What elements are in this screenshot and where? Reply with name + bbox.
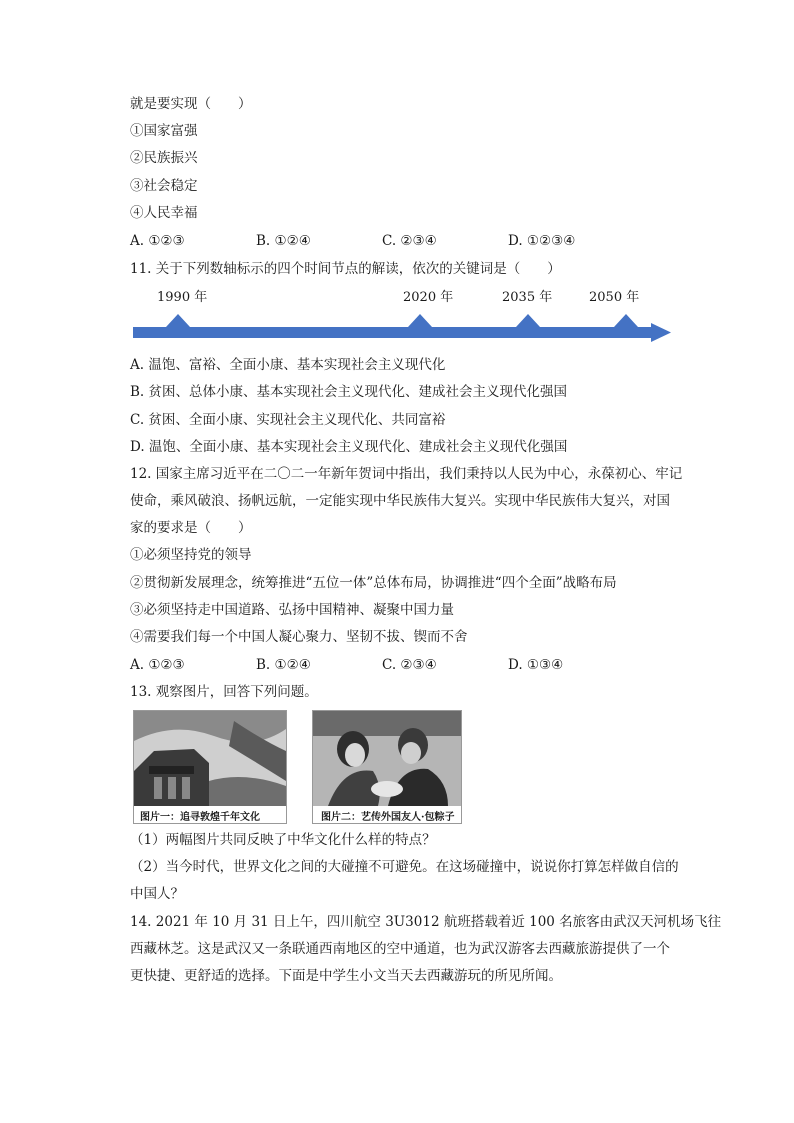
timeline-label-1990: 1990 年 [157,290,208,305]
photo-dunhuang-image [134,711,286,823]
choice-item-3: ③社会稳定 [130,178,198,194]
timeline-label-2050: 2050 年 [589,290,640,305]
photo-dunhuang-caption: 图片一：追寻敦煌千年文化 [140,812,260,823]
question-14-stem-line3: 更快捷、更舒适的选择。下面是中学生小文当天去西藏游玩的所见所闻。 [130,968,562,984]
timeline-marker-1990 [166,314,190,327]
question-11-stem: 11. 关于下列数轴标示的四个时间节点的解读，依次的关键词是（ ） [130,261,561,277]
q11-option-b: B. 贫困、总体小康、基本实现社会主义现代化、建成社会主义现代化强国 [130,384,568,400]
timeline-marker-2020 [408,314,432,327]
q12-option-a: A. ①②③ [130,657,185,673]
timeline-arrowhead [651,323,671,342]
q12-item-4: ④需要我们每一个中国人凝心聚力、坚韧不拔、锲而不舍 [130,629,468,645]
photo-zongzi-image [313,711,461,823]
question-12-stem-line2: 使命，乘风破浪、扬帆远航，一定能实现中华民族伟大复兴。实现中华民族伟大复兴，对国 [130,493,670,509]
q10-option-c: C. ②③④ [382,233,437,249]
q12-option-d: D. ①③④ [508,657,564,673]
question-13-stem: 13. 观察图片，回答下列问题。 [130,684,318,700]
q13-subquestion-2-line1: （2）当今时代，世界文化之间的大碰撞不可避免。在这场碰撞中，说说你打算怎样做自信的 [130,859,679,875]
timeline-bar [133,327,653,338]
choice-item-1: ①国家富强 [130,123,198,139]
q12-item-2: ②贯彻新发展理念，统筹推进“五位一体”总体布局，协调推进“四个全面”战略布局 [130,575,617,591]
q10-option-d: D. ①②③④ [508,233,576,249]
choice-item-2: ②民族振兴 [130,150,198,166]
timeline-graphic [133,286,678,346]
timeline-label-2035: 2035 年 [502,290,553,305]
q11-option-c: C. 贫困、全面小康、实现社会主义现代化、共同富裕 [130,412,446,428]
choice-item-4: ④人民幸福 [130,205,198,221]
photo-zongzi [312,710,462,824]
photo-dunhuang [133,710,287,824]
question-10-stem-end: 就是要实现（ ） [130,96,252,112]
q10-option-a: A. ①②③ [130,233,185,249]
q12-item-3: ③必须坚持走中国道路、弘扬中国精神、凝聚中国力量 [130,602,454,618]
photo-zongzi-caption: 图片二：艺传外国友人·包粽子 [321,812,455,823]
q10-option-b: B. ①②④ [256,233,311,249]
question-14-stem-line1: 14. 2021 年 10 月 31 日上午，四川航空 3U3012 航班搭载着近 100 名旅客由武汉天河机场飞往 [130,914,722,930]
q11-option-a: A. 温饱、富裕、全面小康、基本实现社会主义现代化 [130,357,446,373]
timeline-marker-2035 [516,314,540,327]
timeline-label-2020: 2020 年 [403,290,454,305]
q13-subquestion-2-line2: 中国人？ [130,886,184,902]
question-12-stem-line1: 12. 国家主席习近平在二〇二一年新年贺词中指出，我们秉持以人民为中心，永葆初心、牢记 [130,466,683,482]
timeline-axis [133,286,678,346]
timeline-marker-2050 [614,314,638,327]
question-14-stem-line2: 西藏林芝。这是武汉又一条联通西南地区的空中通道，也为武汉游客去西藏旅游提供了一个 [130,941,670,957]
q12-option-b: B. ①②④ [256,657,311,673]
q12-option-c: C. ②③④ [382,657,437,673]
q12-item-1: ①必须坚持党的领导 [130,547,252,563]
q11-option-d: D. 温饱、全面小康、基本实现社会主义现代化、建成社会主义现代化强国 [130,439,568,455]
q13-subquestion-1: （1）两幅图片共同反映了中华文化什么样的特点？ [130,832,436,848]
question-12-stem-line3: 家的要求是（ ） [130,520,252,536]
